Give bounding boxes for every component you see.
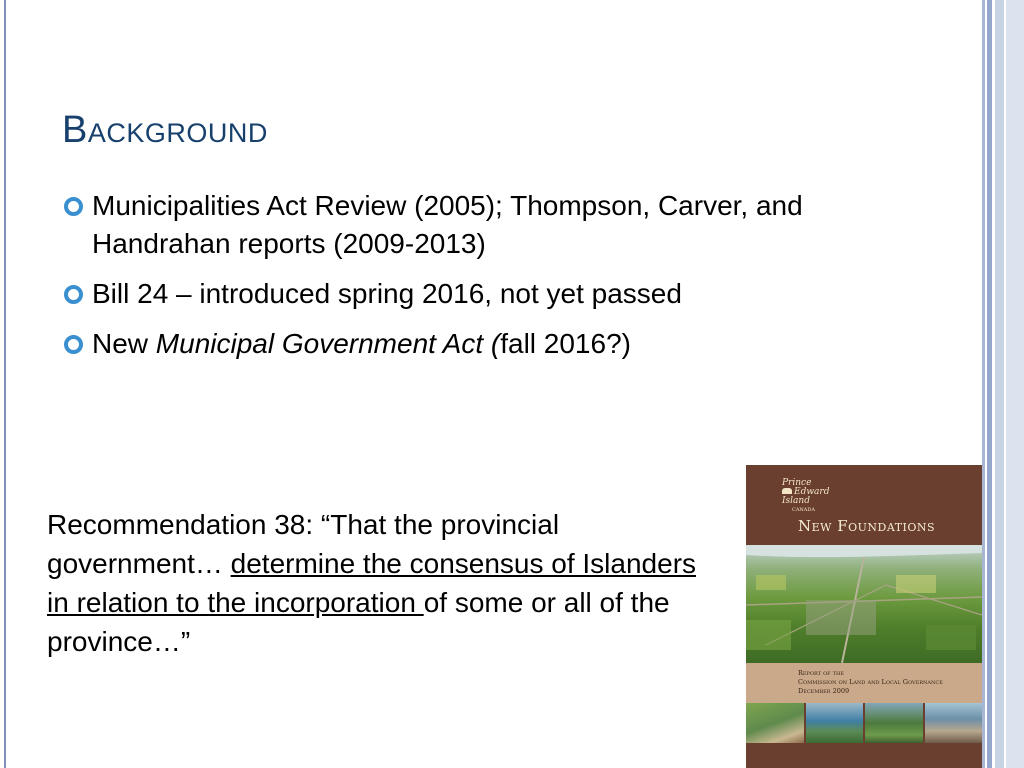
bullet-item xyxy=(62,275,822,313)
bullet-circle-icon xyxy=(64,335,83,354)
logo-line: Prince xyxy=(782,478,812,488)
slide-title: Background xyxy=(62,109,268,151)
cover-thumb-photo xyxy=(865,703,923,743)
bullet-text-prefix: New xyxy=(92,328,156,359)
bullet-list xyxy=(62,187,822,375)
cover-thumb-photo xyxy=(746,703,804,743)
cover-bottom-band xyxy=(746,743,982,768)
recommendation-lead: Recommendation 38: “That the provincial government… xyxy=(47,509,560,579)
bullet-circle-icon xyxy=(64,197,83,216)
logo-small: CANADA xyxy=(792,507,816,513)
right-decorative-band xyxy=(980,0,1024,768)
cover-thumb-photo xyxy=(925,703,983,743)
pei-logo xyxy=(782,479,829,515)
bullet-item xyxy=(62,187,822,263)
bullet-text-suffix: fall 2016?) xyxy=(500,328,631,359)
recommendation-tail: of some or all of the province…” xyxy=(47,587,670,657)
subtitle-line: December 2009 xyxy=(798,687,850,695)
cover-photo-strip xyxy=(746,703,982,743)
logo-line: Island xyxy=(782,496,810,506)
recommendation-quote xyxy=(47,505,707,661)
left-border-line xyxy=(4,0,6,768)
bullet-text: Bill 24 – introduced spring 2016, not yet passed xyxy=(92,278,682,309)
logo-emblem-icon xyxy=(782,488,792,494)
subtitle-line: Commission on Land and Local Governance xyxy=(798,678,943,686)
aerial-town-photo xyxy=(746,545,982,663)
cover-subtitle xyxy=(798,669,943,696)
bullet-text-italic: Municipal Government Act ( xyxy=(155,328,501,359)
recommendation-underlined: determine the consensus of Islanders in relation to the incorporation xyxy=(47,548,697,618)
logo-line: Edward xyxy=(782,488,829,497)
bullet-circle-icon xyxy=(64,285,83,304)
bullet-item xyxy=(62,325,822,363)
cover-title: New Foundations xyxy=(798,517,936,535)
cover-thumb-photo xyxy=(806,703,864,743)
bullet-text: Municipalities Act Review (2005); Thompson, Carver, and Handrahan reports (2009-2013) xyxy=(92,190,803,259)
report-cover-image xyxy=(746,465,982,768)
subtitle-line: Report of the xyxy=(798,669,845,677)
